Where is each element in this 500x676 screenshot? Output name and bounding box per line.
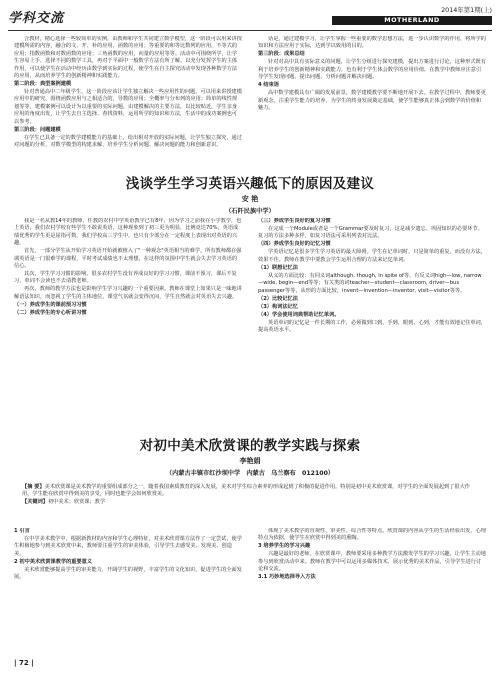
- article2-right-column: [258, 528, 486, 654]
- paragraph: 我是一名从教14年的教师，任教的农村中学英语教学已有8年，因为学习之前我在小学教学，也上英语，我们农村学校有些学生不敢说英语，这种现象到了初三更为明显，比例竟达70%，英语成绩优秀的学生更是屈指可数，我们学校高三学生中，也只有少部分在一定程度上表现出对英语的兴趣。: [14, 218, 242, 247]
- section-heading: （3）构词法记忆: [258, 303, 298, 310]
- article2-author: 李艳娟: [239, 457, 261, 465]
- section-heading: （4）学会使用词典帮助记忆单词。: [258, 311, 340, 318]
- section-heading: 第三阶段：成果总结: [258, 51, 305, 58]
- section-heading: （1）联想记忆法: [258, 264, 298, 271]
- header-info: [332, 6, 492, 25]
- issue-label: 2014年第1期(上): [441, 6, 492, 14]
- paragraph: 合教材，精心选择一些较简单的实例，由教师和学生共同建立数学模型，这一阶段可以用来讲授建模所需的内容，融合的文、开、补的应用，函数的应用；等重要的和等比数列的应用，不等式的应用；指数函数和对数函数的应用；三角函数的应用，向量的应用等等。活动中可围绕所学，让学生容易上手，选择不同的数学工具，再对于平面中一般数学方法有所了解。以充分发挥学生的主体作用，可以使学生在活动中经历由数学到实际的过程，使学生在自主探究活动中发现各种数学方法的应用，从而培养学生的创新精神和实践能力。: [14, 36, 242, 80]
- section-heading: （二）养成学生的专心听讲习惯: [14, 309, 87, 316]
- prev-article-left-column: [14, 36, 242, 164]
- paragraph: 针对对高中具有实际意义的问题，让学生分组进行探究建模，提出方案进行讨论，这种形式既有利于培养学生的创新精神和实践能力，也有利于学生体会数学的应用价值。在教学中教师应注意引导学生发现问题、提出问题、分析问题并解决问题。: [258, 59, 486, 81]
- section-heading: 3.1 巧妙地选择导入方法: [258, 574, 316, 581]
- journal-logo: [8, 6, 64, 26]
- section-heading: 第二阶段：典型案例建模: [14, 81, 72, 88]
- paragraph: 在中学美术教学中，根据新教材的内容和学生心理特征，对美术欣赏课方法作了一定尝试，使学生积极地参与到美术欣赏中来，教师要注重学生的审美体验，引导学生去感受美、发现美、创造美。: [14, 536, 242, 557]
- paragraph: 英语单词的记忆是一件长期的工作，必须做到口到、手到、眼到、心到，才能有效地记住单词，提高英语水平。: [258, 319, 486, 334]
- keywords-text: 初中美术；欣赏课；教学: [47, 498, 106, 505]
- section-heading: 3 培养学生的学习兴趣: [258, 543, 311, 550]
- article1-title: 浅谈学生学习英语兴趣低下的原因及建议: [125, 176, 375, 192]
- paragraph: 再次，教师的教学方法也是影响学生学习兴趣的一个重要因素。教师在课堂上如果只是一味地讲解语法知识，而忽视了学生的主体地位，课堂气氛就会变得沉闷，学生自然就会对英语失去兴趣。: [14, 286, 242, 300]
- page-number: | 72 |: [14, 659, 34, 667]
- article2-title: 对初中美术欣赏课的教学实践与探索: [139, 438, 361, 454]
- header-rule: [8, 30, 492, 31]
- paragraph: 在完成一个Module或者是一个Grammar要及时复习，这是减少遗忘、巩固知识的必要环节。复习的方法多种多样，如复习语法可采用列表对比法。: [258, 226, 483, 240]
- paragraph: 学英语记忆是很多学生学习英语的最大障碍。学生在记单词时，只是简单的重复，而没有方法，效果不佳。教师在教学中要教会学生运用合理的方法来记忆单词。: [258, 249, 486, 263]
- paragraph: 话是，通过建模学习，让学生掌握一些重要的数学思想方法，进一步认识数学的作用，将所学的知识和方法应用于实际，达到学以致用的目的。: [258, 36, 486, 50]
- paragraph: 兴趣是最好的老师，在欣赏课中，教师要采用多种教学方法激发学生的学习兴趣，让学生主动地参与到欣赏活动中来。教师在教学中可以运用多媒体技术，展示优秀的美术作品，引导学生进行讨论和交流。: [258, 551, 486, 573]
- paragraph: 从义的方面比较：有同义词although, though, in spite of等，有反义词high—low, narrow—wide, begin—end等等；有关类的词teacher—student—classroom, driver—bus passenger等等，从形的方面比较，invent—invention—inventor, visit—visitor等等。: [258, 272, 482, 294]
- abstract-label: 【摘 要】: [22, 484, 45, 490]
- magazine-label: MOTHERLAND: [332, 16, 492, 25]
- section-heading: （三）养成学生良好的复习习惯: [258, 218, 331, 224]
- prev-article-right-column: [258, 36, 486, 164]
- section-heading: （四）养成学生良好的记忆习惯: [258, 241, 331, 248]
- article2-abstract: [22, 484, 478, 506]
- article1-left-column: [14, 218, 242, 424]
- section-heading: 4 结束语: [258, 82, 279, 89]
- article1-author: 安 艳: [241, 195, 259, 203]
- paragraph: 针对普通高中二年级学生，这一阶段应该让学生独立解决一些应用性的问题，可以用来讲授建模应用中的研究，围绕函数应用与之相适合的，导数的应用；全概率与分布列的应用；简单的线性规划等等，建模案例可以设计为以重要的实际问题，由建模解决的主要方法，以比较贴近，学生亲身应用的角度出发，让学生去自主选择、查找资料，运用所学的知识和方法，生活中的成功案例也可以参考。: [14, 89, 242, 125]
- section-heading: （2）比较记忆法: [258, 295, 298, 302]
- article1-affiliation: （石阡民族中学）: [225, 208, 275, 215]
- paragraph: 首先，一部分学生从开始学习英语开始就被植入了"一种观念"英语相当的难学。所有教师都在强调英语是一门很难学的课程，平时考试成绩也不太理想，在这样的氛围中学生就会失去学习英语的信心。: [14, 248, 242, 270]
- section-heading: 第三阶段：问题建模: [14, 126, 61, 133]
- journal-name: 学科交流: [8, 10, 65, 26]
- article1-right-column: [258, 218, 486, 424]
- paragraph: 高中数学建模具有广阔的发展前景，数学建模教学要不断地开展下去。在教学过程中，教师要更新观念，注重学生能力的培养，为学生的终身发展奠定基础，使学生能够真正体会到数学的价值和魅力。: [258, 90, 486, 112]
- paragraph: 其次，学生学习习惯的影响，很多农村学生没有养成良好的学习习惯，课前不预习，课后不复习，单词不会读也不去请教老师。: [14, 271, 237, 285]
- paragraph: 体现了美术教学的直观性、审美性、综合性等特点。欣赏课的内容从学生的生活经验出发，心理特点为依据，使学生在欣赏中得到美的熏陶。: [258, 528, 486, 542]
- paragraph: 在学生已具备一定的数学建模能力的基础上，给出相对开放的实际问题，让学生独立探究，通过对问题的分析，对数学模型的构建求解，培养学生分析问题、解决问题的能力和创新意识。: [14, 134, 242, 149]
- article2-left-column: [14, 528, 242, 654]
- section-heading: （一）养成学生的课前预习习惯: [14, 301, 87, 308]
- article2-affiliation: （内蒙古丰镇市红沙坝中学 内蒙古 乌兰察布 012100）: [165, 470, 335, 477]
- keywords-label: 【关键词】: [22, 498, 48, 505]
- section-heading: 2 初中美术欣赏课教学的重要意义: [14, 558, 93, 565]
- paragraph: 美术欣赏能够提高学生的审美能力，开阔学生的视野，丰富学生的文化知识，促进学生的全面发展。: [14, 566, 242, 581]
- section-heading: 1 引言: [14, 528, 30, 534]
- abstract-text: 美术欣赏课是美术教学的重要组成部分之一，随着我国素质教育的深入发展，美术对学生综合素养的形成起到了积极的促进作用。特别是初中美术欣赏课，对学生的全面发展起到了很大作用，学生能在欣赏中得到美的享受，同时也能学会如何欣赏美。: [22, 484, 470, 498]
